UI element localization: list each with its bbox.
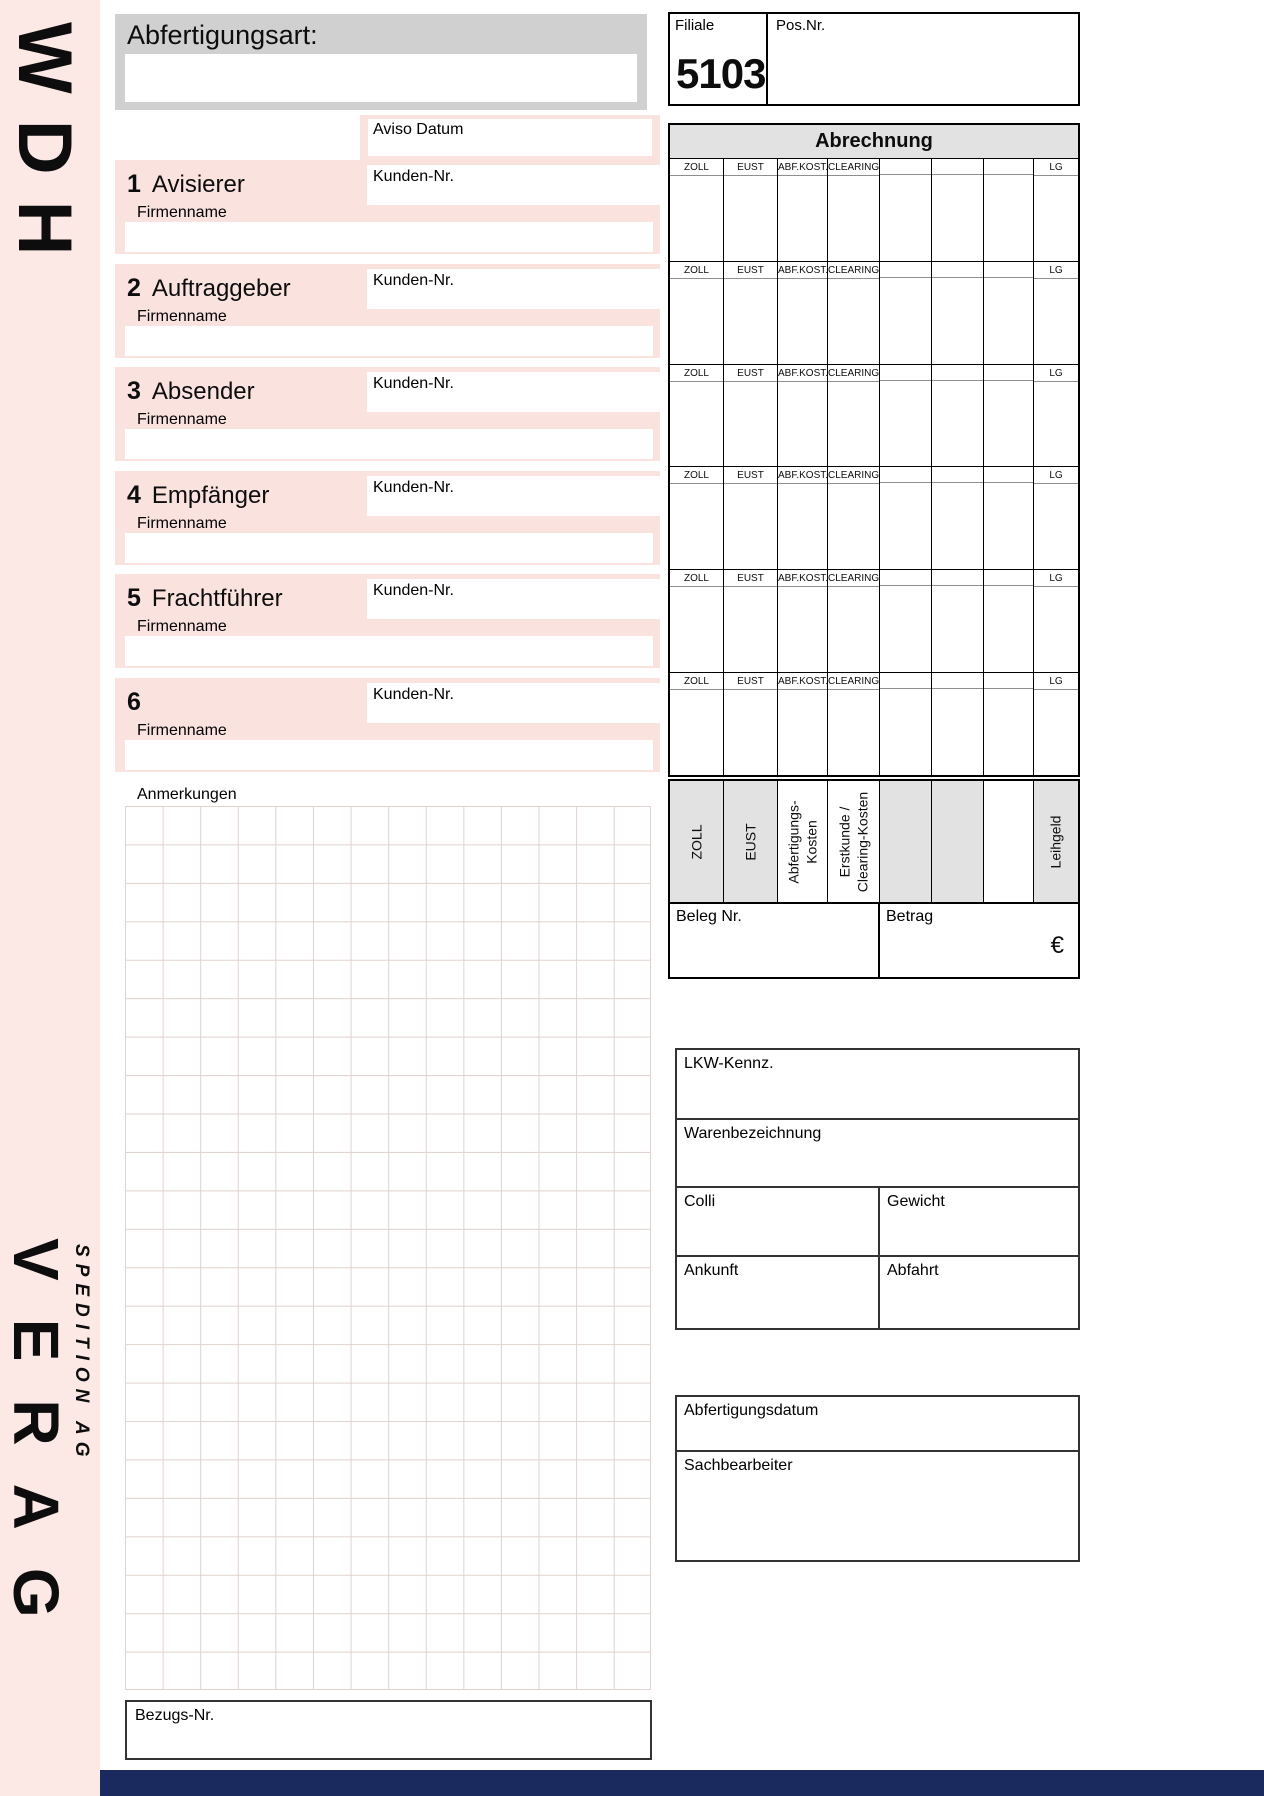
col-header-zoll: ZOLL	[670, 467, 723, 484]
col-header-blank	[984, 673, 1033, 689]
warenbezeichnung-field[interactable]	[677, 1120, 1078, 1188]
aviso-datum-input[interactable]	[368, 119, 652, 156]
vertical-label-abfertigungskosten	[778, 781, 828, 902]
filiale-value: 5103	[676, 50, 766, 97]
abrechnung-row-3	[670, 365, 1078, 468]
abrechnung-header: Abrechnung	[670, 125, 1078, 159]
vertical-label-blank	[932, 781, 984, 902]
abrechnung-cell-clearing[interactable]	[828, 570, 880, 672]
abrechnung-cell-abfkost[interactable]	[778, 365, 828, 467]
firmenname-input[interactable]	[125, 429, 653, 459]
spedition-ag-subtitle: SPEDITION AG	[71, 1244, 92, 1464]
abrechnung-cell-clearing[interactable]	[828, 159, 880, 261]
section-auftraggeber	[115, 264, 660, 358]
abrechnung-cell-lg[interactable]	[1034, 365, 1078, 467]
abrechnung-cell-abfkost[interactable]	[778, 467, 828, 569]
col-header-zoll: ZOLL	[670, 262, 723, 279]
col-header-blank	[932, 365, 983, 381]
ankunft-label: Ankunft	[684, 1262, 739, 1279]
abrechnung-cell-blank[interactable]	[984, 570, 1034, 672]
sachbearbeiter-field[interactable]	[677, 1452, 1078, 1560]
betrag-label: Betrag	[886, 908, 934, 925]
abrechnung-cell-blank[interactable]	[880, 365, 932, 467]
section-name: Avisierer	[151, 171, 245, 198]
col-header-eust: EUST	[724, 467, 777, 484]
col-header-clearing: CLEARING	[828, 673, 879, 690]
abfertigungsart-input[interactable]	[125, 54, 637, 102]
col-header-abfkost: ABF.KOST.	[778, 673, 827, 690]
abrechnung-cell-zoll[interactable]	[670, 365, 724, 467]
abrechnung-cell-clearing[interactable]	[828, 673, 880, 775]
col-header-lg: LG	[1034, 159, 1078, 176]
abrechnung-cell-zoll[interactable]	[670, 262, 724, 364]
col-header-eust: EUST	[724, 365, 777, 382]
shipment-details-block	[675, 1048, 1080, 1330]
col-header-lg: LG	[1034, 673, 1078, 690]
abrechnung-cell-abfkost[interactable]	[778, 673, 828, 775]
abrechnung-row-2	[670, 262, 1078, 365]
col-header-blank	[880, 159, 931, 175]
col-header-blank	[984, 262, 1033, 278]
firmenname-label: Firmenname	[137, 411, 227, 428]
firmenname-input[interactable]	[125, 222, 653, 252]
colli-field[interactable]	[677, 1188, 880, 1255]
kunden-nr-label: Kunden-Nr.	[373, 375, 454, 392]
col-header-clearing: CLEARING	[828, 365, 879, 382]
col-header-blank	[880, 262, 931, 278]
section-number: 3	[127, 377, 141, 405]
anmerkungen-grid[interactable]	[125, 806, 651, 1690]
col-header-blank	[932, 570, 983, 586]
col-header-blank	[932, 262, 983, 278]
abrechnung-table	[668, 123, 1080, 777]
abrechnung-cell-zoll[interactable]	[670, 673, 724, 775]
abrechnung-cell-lg[interactable]	[1034, 262, 1078, 364]
clearingkosten-line2: Clearing-Kosten	[853, 791, 870, 892]
col-header-clearing: CLEARING	[828, 262, 879, 279]
abrechnung-cell-abfkost[interactable]	[778, 159, 828, 261]
bezugs-nr-label: Bezugs-Nr.	[135, 1707, 215, 1724]
vertical-label-blank	[880, 781, 932, 902]
ankunft-field[interactable]	[677, 1257, 880, 1328]
abrechnung-cell-eust[interactable]	[724, 467, 778, 569]
abrechnung-cell-blank[interactable]	[880, 159, 932, 261]
abrechnung-row-4	[670, 467, 1078, 570]
aviso-datum-block	[360, 115, 660, 160]
beleg-nr-field[interactable]	[670, 904, 880, 977]
col-header-clearing: CLEARING	[828, 570, 879, 587]
abfertigungskosten-line1: Abfertigungs-	[785, 799, 801, 884]
euro-symbol: €	[1050, 932, 1064, 959]
col-header-abfkost: ABF.KOST.	[778, 159, 827, 176]
abrechnung-cell-eust[interactable]	[724, 159, 778, 261]
abrechnung-cell-lg[interactable]	[1034, 673, 1078, 775]
section-six	[115, 678, 660, 772]
section-title	[127, 170, 245, 199]
section-title	[127, 274, 291, 303]
lkw-kennz-field[interactable]	[677, 1050, 1078, 1120]
abrechnung-cell-blank[interactable]	[932, 467, 984, 569]
colli-gewicht-row	[677, 1188, 1078, 1257]
abrechnung-cell-clearing[interactable]	[828, 262, 880, 364]
filiale-cell	[670, 14, 768, 104]
posnr-label: Pos.Nr.	[776, 17, 826, 34]
abfertigungskosten-vertical-text	[785, 783, 820, 901]
section-number: 6	[127, 688, 141, 716]
aviso-datum-label: Aviso Datum	[373, 121, 464, 138]
beleg-nr-label: Beleg Nr.	[676, 908, 742, 925]
col-header-blank	[932, 467, 983, 483]
col-header-eust: EUST	[724, 159, 777, 176]
section-absender	[115, 367, 660, 461]
abfahrt-label: Abfahrt	[887, 1262, 939, 1279]
abrechnung-cell-blank[interactable]	[932, 262, 984, 364]
col-header-blank	[984, 365, 1033, 381]
lkw-kennz-label: LKW-Kennz.	[684, 1055, 774, 1072]
col-header-blank	[932, 159, 983, 175]
kunden-nr-label: Kunden-Nr.	[373, 168, 454, 185]
abrechnung-cell-blank[interactable]	[932, 570, 984, 672]
abrechnung-cell-blank[interactable]	[984, 159, 1034, 261]
processing-block	[675, 1395, 1080, 1562]
verag-logo: VERAG	[0, 1238, 72, 1656]
abrechnung-cell-eust[interactable]	[724, 570, 778, 672]
col-header-zoll: ZOLL	[670, 570, 723, 587]
firmenname-label: Firmenname	[137, 308, 227, 325]
section-number: 2	[127, 274, 141, 302]
firmenname-label: Firmenname	[137, 618, 227, 635]
abrechnung-cell-blank[interactable]	[932, 673, 984, 775]
col-header-blank	[984, 570, 1033, 586]
col-header-clearing: CLEARING	[828, 467, 879, 484]
firmenname-input[interactable]	[125, 326, 653, 356]
abrechnung-cell-abfkost[interactable]	[778, 262, 828, 364]
abrechnung-cell-blank[interactable]	[880, 467, 932, 569]
col-header-blank	[984, 159, 1033, 175]
section-number: 4	[127, 481, 141, 509]
colli-label: Colli	[684, 1193, 716, 1210]
col-header-eust: EUST	[724, 262, 777, 279]
col-header-lg: LG	[1034, 262, 1078, 279]
section-frachtfuehrer	[115, 574, 660, 668]
firmenname-label: Firmenname	[137, 204, 227, 221]
vertical-label-zoll	[670, 781, 724, 902]
abrechnung-cell-abfkost[interactable]	[778, 570, 828, 672]
abrechnung-column-labels	[668, 779, 1080, 904]
kunden-nr-label: Kunden-Nr.	[373, 479, 454, 496]
wdh-logo: WDH	[2, 22, 87, 282]
abrechnung-cell-blank[interactable]	[880, 673, 932, 775]
abrechnung-cell-blank[interactable]	[984, 673, 1034, 775]
abrechnung-cell-eust[interactable]	[724, 673, 778, 775]
abfertigungsdatum-label: Abfertigungsdatum	[684, 1402, 819, 1419]
betrag-field[interactable]	[880, 904, 1078, 977]
abrechnung-cell-lg[interactable]	[1034, 570, 1078, 672]
abrechnung-cell-lg[interactable]	[1034, 159, 1078, 261]
col-header-lg: LG	[1034, 467, 1078, 484]
firmenname-input[interactable]	[125, 533, 653, 563]
abrechnung-cell-eust[interactable]	[724, 262, 778, 364]
abrechnung-cell-zoll[interactable]	[670, 467, 724, 569]
firmenname-input[interactable]	[125, 740, 653, 770]
col-header-abfkost: ABF.KOST.	[778, 570, 827, 587]
abrechnung-cell-blank[interactable]	[880, 570, 932, 672]
section-name: Absender	[151, 378, 255, 405]
leihgeld-vertical-text: Leihgeld	[1047, 815, 1064, 868]
filiale-posnr-box	[668, 12, 1080, 106]
section-title	[127, 377, 255, 406]
abrechnung-cell-blank[interactable]	[984, 365, 1034, 467]
col-header-clearing: CLEARING	[828, 159, 879, 176]
col-header-lg: LG	[1034, 365, 1078, 382]
ankunft-abfahrt-row	[677, 1257, 1078, 1328]
section-avisierer	[115, 160, 660, 254]
abfertigungsdatum-field[interactable]	[677, 1397, 1078, 1452]
kunden-nr-label: Kunden-Nr.	[373, 582, 454, 599]
col-header-zoll: ZOLL	[670, 159, 723, 176]
abfahrt-field[interactable]	[880, 1257, 1078, 1328]
firmenname-label: Firmenname	[137, 515, 227, 532]
col-header-abfkost: ABF.KOST.	[778, 467, 827, 484]
clearingkosten-line1: Erstkunde /	[836, 806, 852, 877]
abrechnung-cell-eust[interactable]	[724, 365, 778, 467]
col-header-abfkost: ABF.KOST.	[778, 365, 827, 382]
abrechnung-cell-blank[interactable]	[880, 262, 932, 364]
col-header-blank	[984, 467, 1033, 483]
section-name: Frachtführer	[151, 585, 283, 612]
col-header-lg: LG	[1034, 570, 1078, 587]
col-header-blank	[932, 673, 983, 689]
firmenname-input[interactable]	[125, 636, 653, 666]
abrechnung-cell-blank[interactable]	[932, 365, 984, 467]
vertical-label-eust	[724, 781, 778, 902]
firmenname-label: Firmenname	[137, 722, 227, 739]
col-header-eust: EUST	[724, 673, 777, 690]
section-title	[127, 584, 283, 613]
abfertigungsart-label: Abfertigungsart:	[127, 20, 318, 50]
bezugs-nr-field[interactable]	[125, 1700, 652, 1760]
eust-vertical-text: EUST	[741, 822, 758, 861]
anmerkungen-label: Anmerkungen	[137, 786, 237, 803]
vertical-label-leihgeld	[1034, 781, 1078, 902]
posnr-field[interactable]	[768, 14, 1078, 104]
col-header-zoll: ZOLL	[670, 673, 723, 690]
kunden-nr-label: Kunden-Nr.	[373, 272, 454, 289]
gewicht-field[interactable]	[880, 1188, 1078, 1255]
col-header-blank	[880, 673, 931, 689]
section-number: 5	[127, 584, 141, 612]
abrechnung-cell-zoll[interactable]	[670, 159, 724, 261]
abrechnung-row-6	[670, 673, 1078, 775]
abrechnung-cell-zoll[interactable]	[670, 570, 724, 672]
bottom-bar	[100, 1770, 1264, 1796]
col-header-abfkost: ABF.KOST.	[778, 262, 827, 279]
section-name: Auftraggeber	[151, 275, 291, 302]
abrechnung-cell-clearing[interactable]	[828, 365, 880, 467]
col-header-blank	[880, 467, 931, 483]
abrechnung-cell-blank[interactable]	[984, 262, 1034, 364]
abrechnung-row-1	[670, 159, 1078, 262]
abrechnung-cell-blank[interactable]	[932, 159, 984, 261]
vertical-label-clearingkosten	[828, 781, 880, 902]
abrechnung-cell-blank[interactable]	[984, 467, 1034, 569]
vertical-label-blank	[984, 781, 1034, 902]
abfertigungskosten-line2: Kosten	[802, 819, 819, 864]
col-header-zoll: ZOLL	[670, 365, 723, 382]
abrechnung-cell-lg[interactable]	[1034, 467, 1078, 569]
col-header-blank	[880, 570, 931, 586]
section-name: Empfänger	[151, 482, 270, 509]
section-number: 1	[127, 170, 141, 198]
kunden-nr-label: Kunden-Nr.	[373, 686, 454, 703]
filiale-label: Filiale	[675, 17, 715, 34]
section-title	[127, 688, 152, 717]
section-title	[127, 481, 269, 510]
sachbearbeiter-label: Sachbearbeiter	[684, 1457, 793, 1474]
abfertigungsart-box	[115, 14, 647, 110]
col-header-blank	[880, 365, 931, 381]
col-header-eust: EUST	[724, 570, 777, 587]
clearingkosten-vertical-text	[836, 783, 871, 901]
section-empfaenger	[115, 471, 660, 565]
gewicht-label: Gewicht	[887, 1193, 945, 1210]
abrechnung-row-5	[670, 570, 1078, 673]
beleg-betrag-row	[668, 904, 1080, 979]
zoll-vertical-text: ZOLL	[687, 824, 704, 860]
abrechnung-cell-clearing[interactable]	[828, 467, 880, 569]
warenbezeichnung-label: Warenbezeichnung	[684, 1125, 822, 1142]
